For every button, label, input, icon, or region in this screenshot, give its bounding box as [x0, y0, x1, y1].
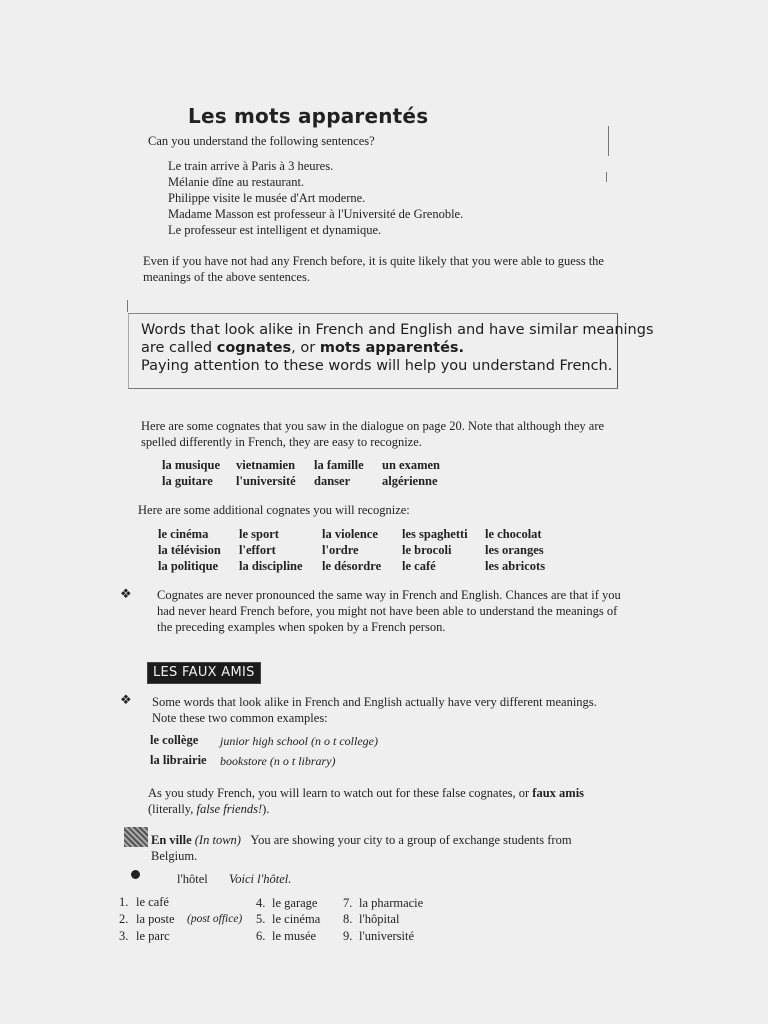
- cognate-word: le cinéma: [158, 527, 209, 541]
- cognates-intro-paragraph: Here are some cognates that you saw in the dialogue on page 20. Note that although they are spelled differently in French, they are easy to recognize.: [141, 419, 605, 449]
- item-gloss: (post office): [187, 913, 243, 925]
- cognate-word: la discipline: [239, 559, 303, 573]
- literal-translation: false friends!: [196, 802, 263, 816]
- faux-ami-word: le collège: [150, 733, 199, 747]
- faux-amis-note: Some words that look alike in French and English actually have very different meanings. Note these two common examples:: [152, 695, 597, 725]
- model-prompt: l'hôtel: [177, 872, 208, 886]
- cognate-word: l'ordre: [322, 543, 359, 557]
- term-faux-amis: faux amis: [532, 786, 585, 800]
- additional-cognates-intro: Here are some additional cognates you will recognize:: [138, 503, 410, 517]
- list-item: la poste: [136, 912, 175, 926]
- pronunciation-note: Cognates are never pronounced the same way in French and English. Chances are that if you had never heard French before, you might not have been able to understand the meanings of the preceding examples when spoken by a French person.: [157, 588, 621, 634]
- intro-question: Can you understand the following sentences?: [148, 134, 375, 148]
- faux-ami-meaning: bookstore (n o t library): [220, 754, 336, 768]
- activity-icon: [124, 827, 148, 847]
- false-cognates-paragraph: [148, 785, 608, 817]
- cognate-word: la télévision: [158, 543, 221, 557]
- cognate-word: l'université: [236, 474, 296, 488]
- sentence: Le professeur est intelligent et dynamique.: [168, 223, 382, 237]
- cognate-word: les abricots: [485, 559, 546, 573]
- cognate-word: le café: [402, 559, 436, 573]
- term-cognates: cognates: [216, 340, 292, 356]
- paragraph-text-run: ).: [262, 802, 270, 816]
- cognate-word: la violence: [322, 527, 378, 541]
- activity-gloss: (In town): [194, 833, 241, 847]
- cognate-word: un examen: [382, 458, 440, 472]
- diamond-bullet-icon: ❖: [120, 692, 132, 707]
- cognate-word: l'effort: [239, 543, 276, 557]
- definition-text: [141, 321, 654, 375]
- activity-instructions: You are showing your city to a group of exchange students from Belgium.: [151, 833, 572, 863]
- cognate-word: vietnamien: [236, 458, 296, 472]
- item-number: 8.: [343, 912, 353, 926]
- cognate-word: la guitare: [162, 474, 213, 488]
- paragraph-text-run: As you study French, you will learn to watch out for these false cognates, or: [148, 786, 533, 800]
- item-number: 7.: [343, 896, 353, 910]
- faux-ami-word: la librairie: [150, 753, 207, 767]
- cognate-word: danser: [314, 474, 351, 488]
- item-number: 1.: [119, 895, 129, 909]
- cognate-word: les spaghetti: [402, 527, 468, 541]
- en-ville-activity: [151, 832, 611, 864]
- faux-ami-meaning: junior high school (n o t college): [220, 734, 378, 748]
- scan-mark: [608, 126, 609, 156]
- diamond-bullet-icon: ❖: [120, 586, 132, 601]
- cognate-word: algérienne: [382, 474, 438, 488]
- list-item: le café: [136, 895, 169, 909]
- list-item: le parc: [136, 929, 170, 943]
- list-item: l'université: [359, 929, 415, 943]
- cognate-word: le chocolat: [485, 527, 542, 541]
- cognate-word: la politique: [158, 559, 219, 573]
- page-title: Les mots apparentés: [188, 104, 429, 128]
- definition-line: Words that look alike in French and English and have similar meanings: [141, 322, 654, 338]
- list-item: la pharmacie: [359, 896, 424, 910]
- sentence: Le train arrive à Paris à 3 heures.: [168, 159, 334, 173]
- sentence: Mélanie dîne au restaurant.: [168, 175, 305, 189]
- item-number: 3.: [119, 929, 129, 943]
- cognate-word: le brocoli: [402, 543, 452, 557]
- explanation-paragraph: Even if you have not had any French before, it is quite likely that you were able to guess the meanings of the above sentences.: [143, 254, 604, 284]
- faux-amis-banner: LES FAUX AMIS: [147, 662, 261, 684]
- item-number: 6.: [256, 929, 266, 943]
- definition-line: [141, 339, 654, 357]
- cognate-word: la musique: [162, 458, 221, 472]
- definition-text-run: are called: [141, 340, 217, 356]
- example-sentences: [168, 158, 463, 238]
- item-number: 5.: [256, 912, 266, 926]
- cognate-word: le désordre: [322, 559, 382, 573]
- item-number: 9.: [343, 929, 353, 943]
- paragraph-text-run: (literally,: [148, 802, 197, 816]
- item-number: 4.: [256, 896, 266, 910]
- cognate-word: les oranges: [485, 543, 544, 557]
- model-bullet-icon: [131, 870, 140, 879]
- item-number: 2.: [119, 912, 129, 926]
- sentence: Madame Masson est professeur à l'Université de Grenoble.: [168, 207, 464, 221]
- scan-mark: [127, 300, 128, 312]
- definition-box: [128, 313, 654, 389]
- definition-line: Paying attention to these words will help you understand French.: [141, 358, 613, 374]
- scan-mark: [606, 172, 607, 182]
- term-mots-apparentes: mots apparentés.: [319, 340, 465, 356]
- list-item: le garage: [272, 896, 318, 910]
- list-item: l'hôpital: [359, 912, 400, 926]
- list-item: le cinéma: [272, 912, 321, 926]
- cognate-word: le sport: [239, 527, 279, 541]
- model-answer: Voici l'hôtel.: [229, 872, 292, 886]
- cognate-word: la famille: [314, 458, 364, 472]
- sentence: Philippe visite le musée d'Art moderne.: [168, 191, 366, 205]
- definition-text-run: , or: [291, 340, 320, 356]
- activity-title: En ville: [151, 833, 192, 847]
- list-item: le musée: [272, 929, 317, 943]
